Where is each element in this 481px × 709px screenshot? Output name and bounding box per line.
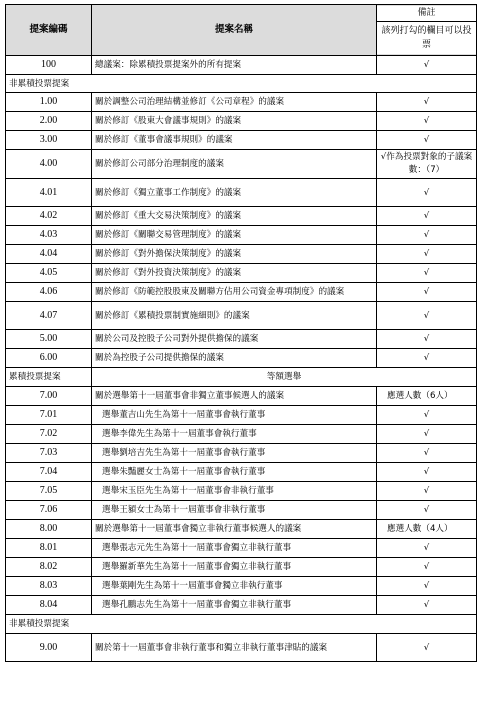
- vote-check: √: [377, 444, 477, 463]
- proposal-name: 關於修訂《累積投票制實施細則》的議案: [92, 302, 377, 330]
- vote-check: √: [377, 330, 477, 349]
- proposal-code: 8.04: [6, 596, 92, 615]
- seats-count: 應選人數（4人）: [377, 520, 477, 539]
- section-noncum-2: [6, 615, 477, 634]
- section-label: 非累積投票提案: [6, 75, 477, 93]
- proposal-name: 關於調整公司治理結構並修訂《公司章程》的議案: [92, 93, 377, 112]
- proposal-name: 選舉張志元先生為第十一屆董事會獨立非執行董事: [92, 539, 377, 558]
- proposal-code: 3.00: [6, 131, 92, 150]
- section-cum: [6, 368, 477, 387]
- section-noncum-1: [6, 75, 477, 93]
- vote-check: √: [377, 264, 477, 283]
- proposal-name: 關於公司及控股子公司對外提供擔保的議案: [92, 330, 377, 349]
- proposal-code: 8.02: [6, 558, 92, 577]
- proposal-name: 選舉李偉先生為第十一屆董事會執行董事: [92, 425, 377, 444]
- proposal-name: 選舉宋玉臣先生為第十一屆董事會非執行董事: [92, 482, 377, 501]
- proposal-code: 4.04: [6, 245, 92, 264]
- table-row: [6, 558, 477, 577]
- vote-check: √: [377, 245, 477, 264]
- table-row: [6, 131, 477, 150]
- cum-election-type: 等額選舉: [92, 368, 477, 387]
- proposal-code: 8.00: [6, 520, 92, 539]
- table-row: [6, 539, 477, 558]
- proposal-code: 7.00: [6, 387, 92, 406]
- rows-cum: [6, 387, 477, 615]
- proposal-code: 4.00: [6, 150, 92, 179]
- vote-check: √: [377, 349, 477, 368]
- vote-check: √: [377, 226, 477, 245]
- header-notes: [377, 5, 477, 56]
- proposal-code: 4.03: [6, 226, 92, 245]
- proposal-name: 選舉董吉山先生為第十一屆董事會執行董事: [92, 406, 377, 425]
- table-row: [6, 444, 477, 463]
- table-row: [6, 425, 477, 444]
- table-row: [6, 56, 477, 75]
- proposal-name: 關於修訂《對外擔保決策制度》的議案: [92, 245, 377, 264]
- rows-noncum-1: [6, 93, 477, 368]
- table-row: [6, 634, 477, 662]
- table-row: [6, 520, 477, 539]
- vote-check: √: [377, 596, 477, 615]
- proposal-name: 總議案：除累積投票提案外的所有提案: [92, 56, 377, 75]
- table-row: [6, 501, 477, 520]
- vote-check: √: [377, 179, 477, 207]
- table-row: [6, 406, 477, 425]
- vote-check: √: [377, 93, 477, 112]
- table-row: [6, 302, 477, 330]
- proposal-name: 選舉王潁女士為第十一屆董事會非執行董事: [92, 501, 377, 520]
- table-row: [6, 207, 477, 226]
- proposal-name: 關於修訂《重大交易決策制度》的議案: [92, 207, 377, 226]
- table-row: [6, 596, 477, 615]
- section-label: 累積投票提案: [6, 368, 92, 387]
- vote-check: √: [377, 283, 477, 302]
- proposal-code: 4.02: [6, 207, 92, 226]
- table-row: [6, 245, 477, 264]
- proposal-code: 7.01: [6, 406, 92, 425]
- proposal-code: 4.01: [6, 179, 92, 207]
- proposal-code: 8.01: [6, 539, 92, 558]
- vote-check: √: [377, 558, 477, 577]
- table-row: [6, 93, 477, 112]
- table-row: [6, 179, 477, 207]
- proposal-code: 4.05: [6, 264, 92, 283]
- proposal-code: 2.00: [6, 112, 92, 131]
- table-row: [6, 150, 477, 179]
- proposal-name: 關於為控股子公司提供擔保的議案: [92, 349, 377, 368]
- vote-check: √: [377, 406, 477, 425]
- proposal-name: 選舉劉培吉先生為第十一屆董事會執行董事: [92, 444, 377, 463]
- table-row: [6, 226, 477, 245]
- table-row: [6, 482, 477, 501]
- proposal-name: 選舉孔鵬志先生為第十一屆董事會獨立非執行董事: [92, 596, 377, 615]
- proposal-code: 7.05: [6, 482, 92, 501]
- proposal-code: 8.03: [6, 577, 92, 596]
- vote-check: √: [377, 131, 477, 150]
- vote-check: √: [377, 463, 477, 482]
- proposal-name: 關於修訂《董事會議事規則》的議案: [92, 131, 377, 150]
- vote-check: √: [377, 302, 477, 330]
- proposal-code: 4.06: [6, 283, 92, 302]
- proposal-table: [5, 4, 477, 662]
- proposal-code: 9.00: [6, 634, 92, 662]
- table-row: [6, 112, 477, 131]
- proposal-name: 關於選舉第十一屆董事會獨立非執行董事候選人的議案: [92, 520, 377, 539]
- proposal-code: 5.00: [6, 330, 92, 349]
- proposal-code: 100: [6, 56, 92, 75]
- vote-check: √: [377, 577, 477, 596]
- proposal-code: 7.06: [6, 501, 92, 520]
- vote-check: √: [377, 425, 477, 444]
- vote-check: √: [377, 634, 477, 662]
- header-code: 提案編碼: [6, 5, 92, 56]
- seats-count: 應選人數（6人）: [377, 387, 477, 406]
- proposal-code: 7.04: [6, 463, 92, 482]
- proposal-name: 關於修訂《對外投資決策制度》的議案: [92, 264, 377, 283]
- proposal-name: 關於修訂《獨立董事工作制度》的議案: [92, 179, 377, 207]
- proposal-name: 選舉朱豔麗女士為第十一屆董事會執行董事: [92, 463, 377, 482]
- table-row: [6, 387, 477, 406]
- vote-check: √: [377, 207, 477, 226]
- proposal-code: 7.03: [6, 444, 92, 463]
- vote-check: √作為投票對象的子議案數：（7）: [377, 150, 477, 179]
- proposal-name: 關於第十一屆董事會非執行董事和獨立非執行董事津貼的議案: [92, 634, 377, 662]
- proposal-name: 選舉羅新華先生為第十一屆董事會獨立非執行董事: [92, 558, 377, 577]
- vote-check: √: [377, 539, 477, 558]
- section-label: 非累積投票提案: [6, 615, 477, 634]
- header-name: 提案名稱: [92, 5, 377, 56]
- proposal-code: 4.07: [6, 302, 92, 330]
- table-row: [6, 463, 477, 482]
- proposal-code: 6.00: [6, 349, 92, 368]
- proposal-name: 關於修訂公司部分治理制度的議案: [92, 150, 377, 179]
- table-row: [6, 264, 477, 283]
- proposal-code: 7.02: [6, 425, 92, 444]
- vote-check: √: [377, 56, 477, 75]
- vote-check: √: [377, 482, 477, 501]
- header-notes-title: 備註: [377, 6, 476, 22]
- table-row: [6, 330, 477, 349]
- proposal-name: 關於修訂《股東大會議事規則》的議案: [92, 112, 377, 131]
- table-row: [6, 283, 477, 302]
- header-notes-sub: 該列打勾的欄目可以投票: [377, 22, 476, 54]
- proposal-name: 選舉葉剛先生為第十一屆董事會獨立非執行董事: [92, 577, 377, 596]
- vote-check: √: [377, 501, 477, 520]
- proposal-name: 關於修訂《關聯交易管理制度》的議案: [92, 226, 377, 245]
- table-row: [6, 577, 477, 596]
- proposal-name: 關於選舉第十一屆董事會非獨立董事候選人的議案: [92, 387, 377, 406]
- rows-total: [6, 56, 477, 75]
- rows-noncum-2: [6, 634, 477, 662]
- vote-check: √: [377, 112, 477, 131]
- table-row: [6, 349, 477, 368]
- proposal-code: 1.00: [6, 93, 92, 112]
- proposal-name: 關於修訂《防範控股股東及關聯方佔用公司資金專項制度》的議案: [92, 283, 377, 302]
